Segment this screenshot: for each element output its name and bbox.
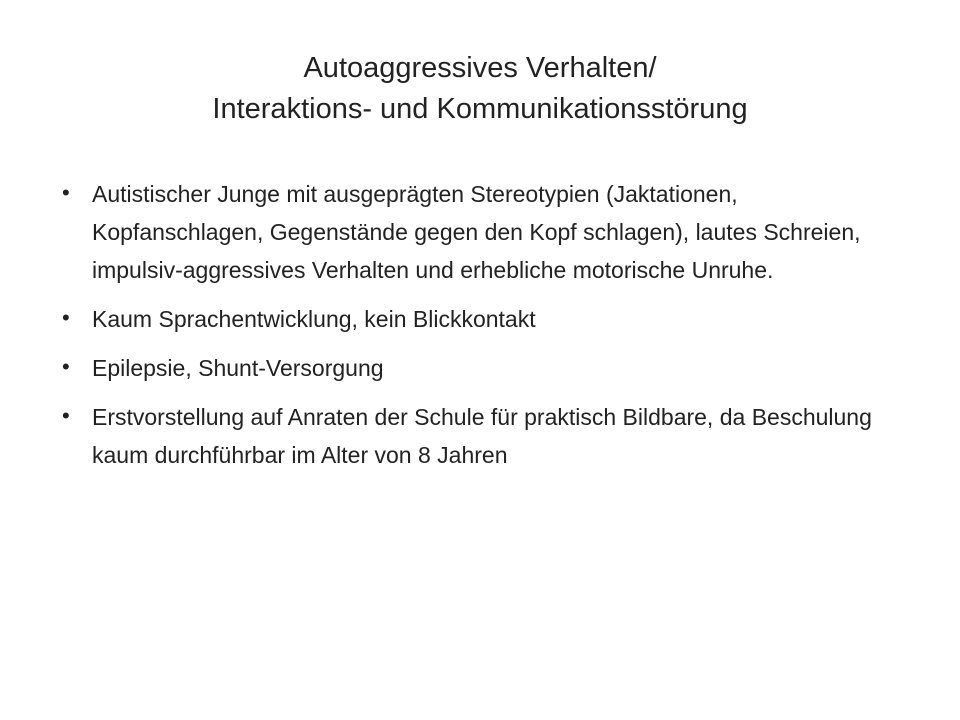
bullet-dot-icon: •	[62, 180, 70, 205]
bullet-text: Erstvorstellung auf Anraten der Schule für praktisch Bildbare, da Beschulung kaum durchführbar im Alter von 8 Jahren	[92, 404, 872, 468]
slide-title-line-1: Autoaggressives Verhalten/	[303, 52, 657, 84]
bullet-item-epilepsie	[60, 349, 910, 387]
bullet-item-sprachentwicklung	[60, 300, 910, 338]
bullet-dot-icon: •	[62, 305, 70, 330]
bullet-list	[60, 175, 910, 485]
bullet-text: Kaum Sprachentwicklung, kein Blickkontakt	[92, 306, 536, 332]
bullet-text: Epilepsie, Shunt-Versorgung	[92, 355, 384, 381]
bullet-dot-icon: •	[62, 403, 70, 428]
bullet-text: Autistischer Junge mit ausgeprägten Stereotypien (Jaktationen, Kopfanschlagen, Gegenstände gegen den Kopf schlagen), lautes Schreien, impulsiv-aggressives Verhalten und erhebliche motorische Unruhe.	[92, 181, 861, 283]
bullet-item-erstvorstellung	[60, 398, 910, 474]
bullet-dot-icon: •	[62, 354, 70, 379]
bullet-item-stereotypien	[60, 175, 910, 289]
slide-title	[60, 48, 900, 130]
slide-title-line-2: Interaktions- und Kommunikationsstörung	[212, 93, 748, 125]
